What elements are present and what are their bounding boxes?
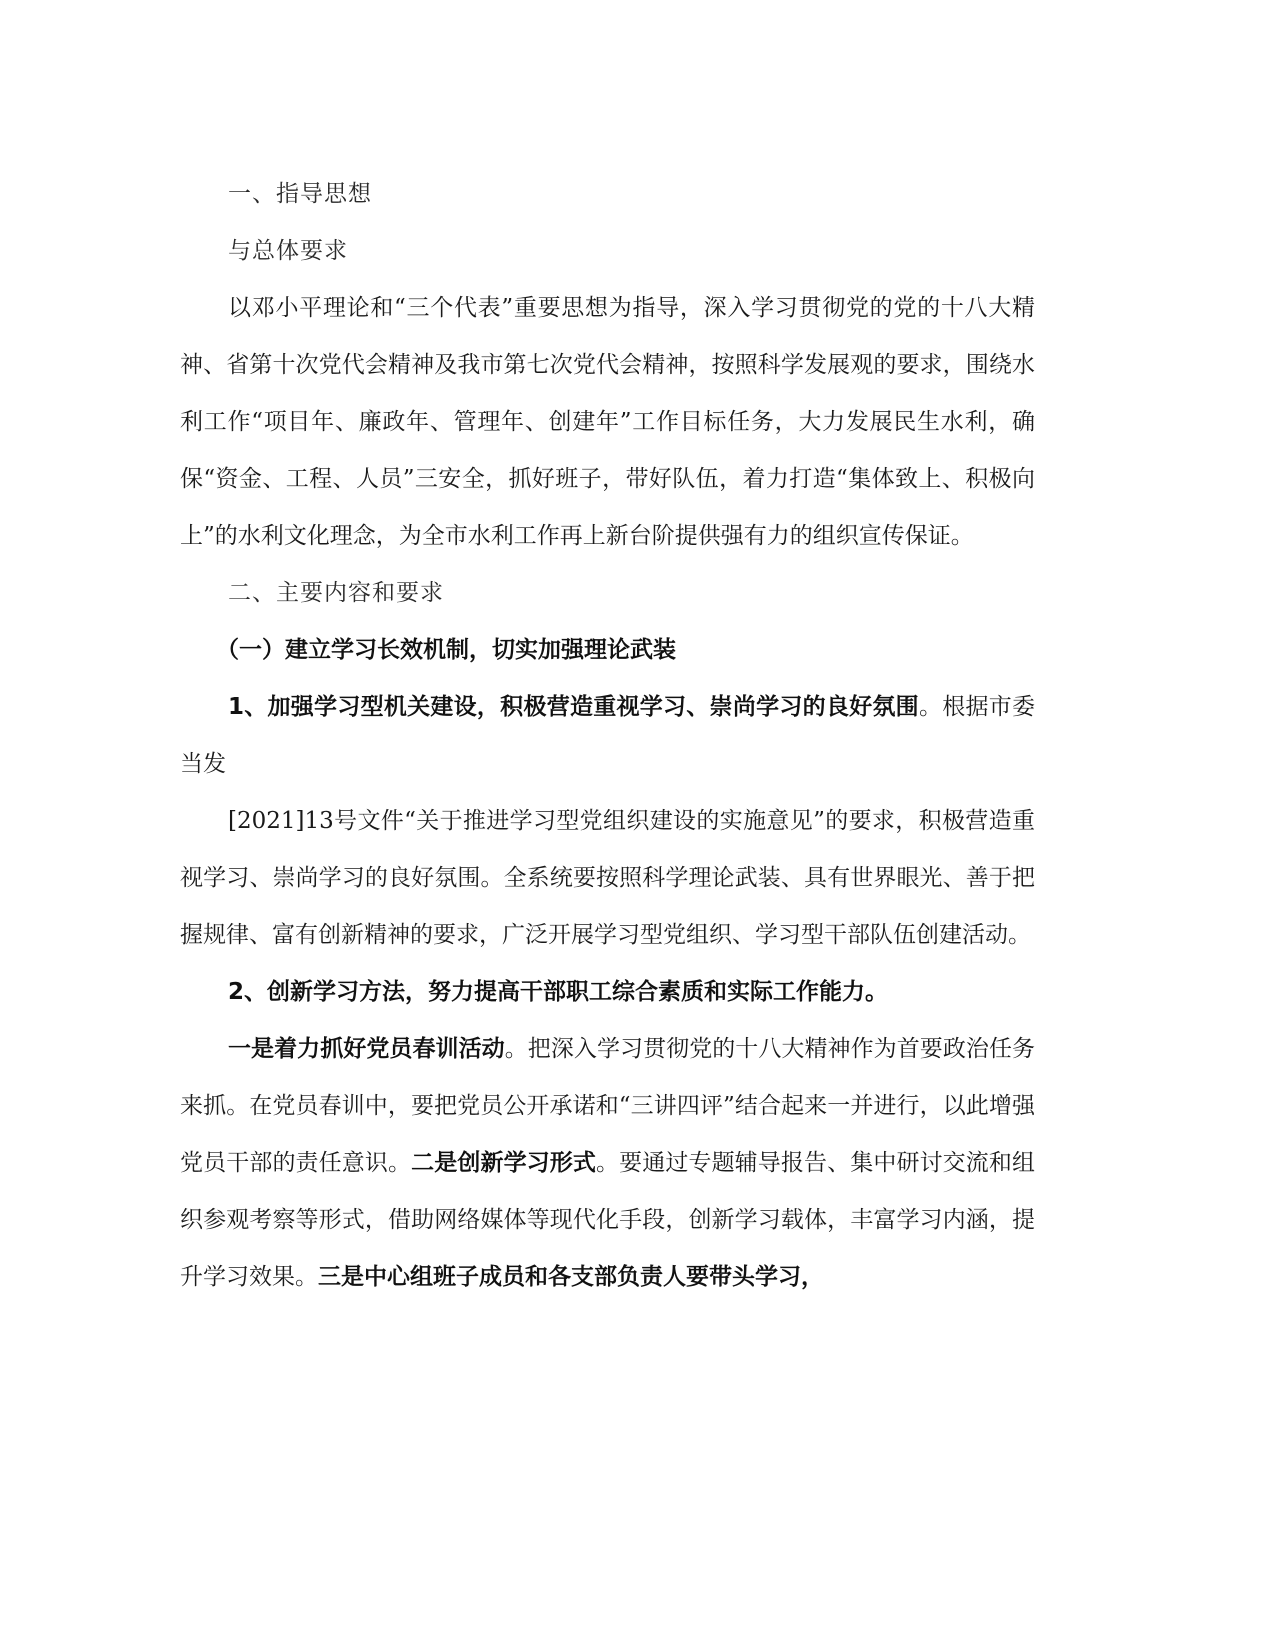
section-heading-1-continued: 与总体要求	[228, 238, 348, 264]
learning-methods-paragraph	[180, 1021, 1035, 1306]
point-2-bold: 二是创新学习形式	[411, 1150, 597, 1176]
section-heading-2: 二、主要内容和要求	[228, 580, 444, 606]
item-2-title: 2、创新学习方法，努力提高干部职工综合素质和实际工作能力。	[228, 979, 889, 1005]
point-2-text: 。要通过专题辅导报告、集中研讨交流和组织参观考察等形式，借助网络媒体等现代化手段，创新学习载体，丰富学习内涵，提升学习效果。	[180, 1150, 1036, 1290]
subsection-title-1: （一）建立学习长效机制，切实加强理论武装	[216, 637, 676, 663]
section-heading-1: 一、指导思想	[228, 181, 372, 207]
point-1-bold: 一是着力抓好党员春训活动	[228, 1036, 505, 1062]
document-body	[180, 166, 1035, 1306]
item-1-text: 。根据市委当发	[180, 694, 1035, 777]
item-1-paragraph	[180, 679, 1035, 793]
point-3-bold: 三是中心组班子成员和各支部负责人要带头学习，	[318, 1264, 824, 1290]
guiding-ideology-paragraph: 以邓小平理论和“三个代表”重要思想为指导，深入学习贯彻党的党的十八大精神、省第十次党代会精神及我市第七次党代会精神，按照科学发展观的要求，围绕水利工作“项目年、廉政年、管理年、创建年”工作目标任务，大力发展民生水利，确保“资金、工程、人员”三安全，抓好班子，带好队伍，着力打造“集体致上、积极向上”的水利文化理念，为全市水利工作再上新台阶提供强有力的组织宣传保证。	[180, 295, 1035, 549]
point-1-text: 。把深入学习贯彻党的十八大精神作为首要政治任务来抓。在党员春训中，要把党员公开承诺和“三讲四评”结合起来一并进行，以此增强党员干部的责任意识。	[180, 1036, 1036, 1176]
document-reference-paragraph: [2021]13号文件“关于推进学习型党组织建设的实施意见”的要求，积极营造重视学习、崇尚学习的良好氛围。全系统要按照科学理论武装、具有世界眼光、善于把握规律、富有创新精神的要求，广泛开展学习型党组织、学习型干部队伍创建活动。	[180, 808, 1035, 948]
item-1-bold-lead: 1、加强学习型机关建设，积极营造重视学习、崇尚学习的良好氛围	[228, 694, 919, 720]
